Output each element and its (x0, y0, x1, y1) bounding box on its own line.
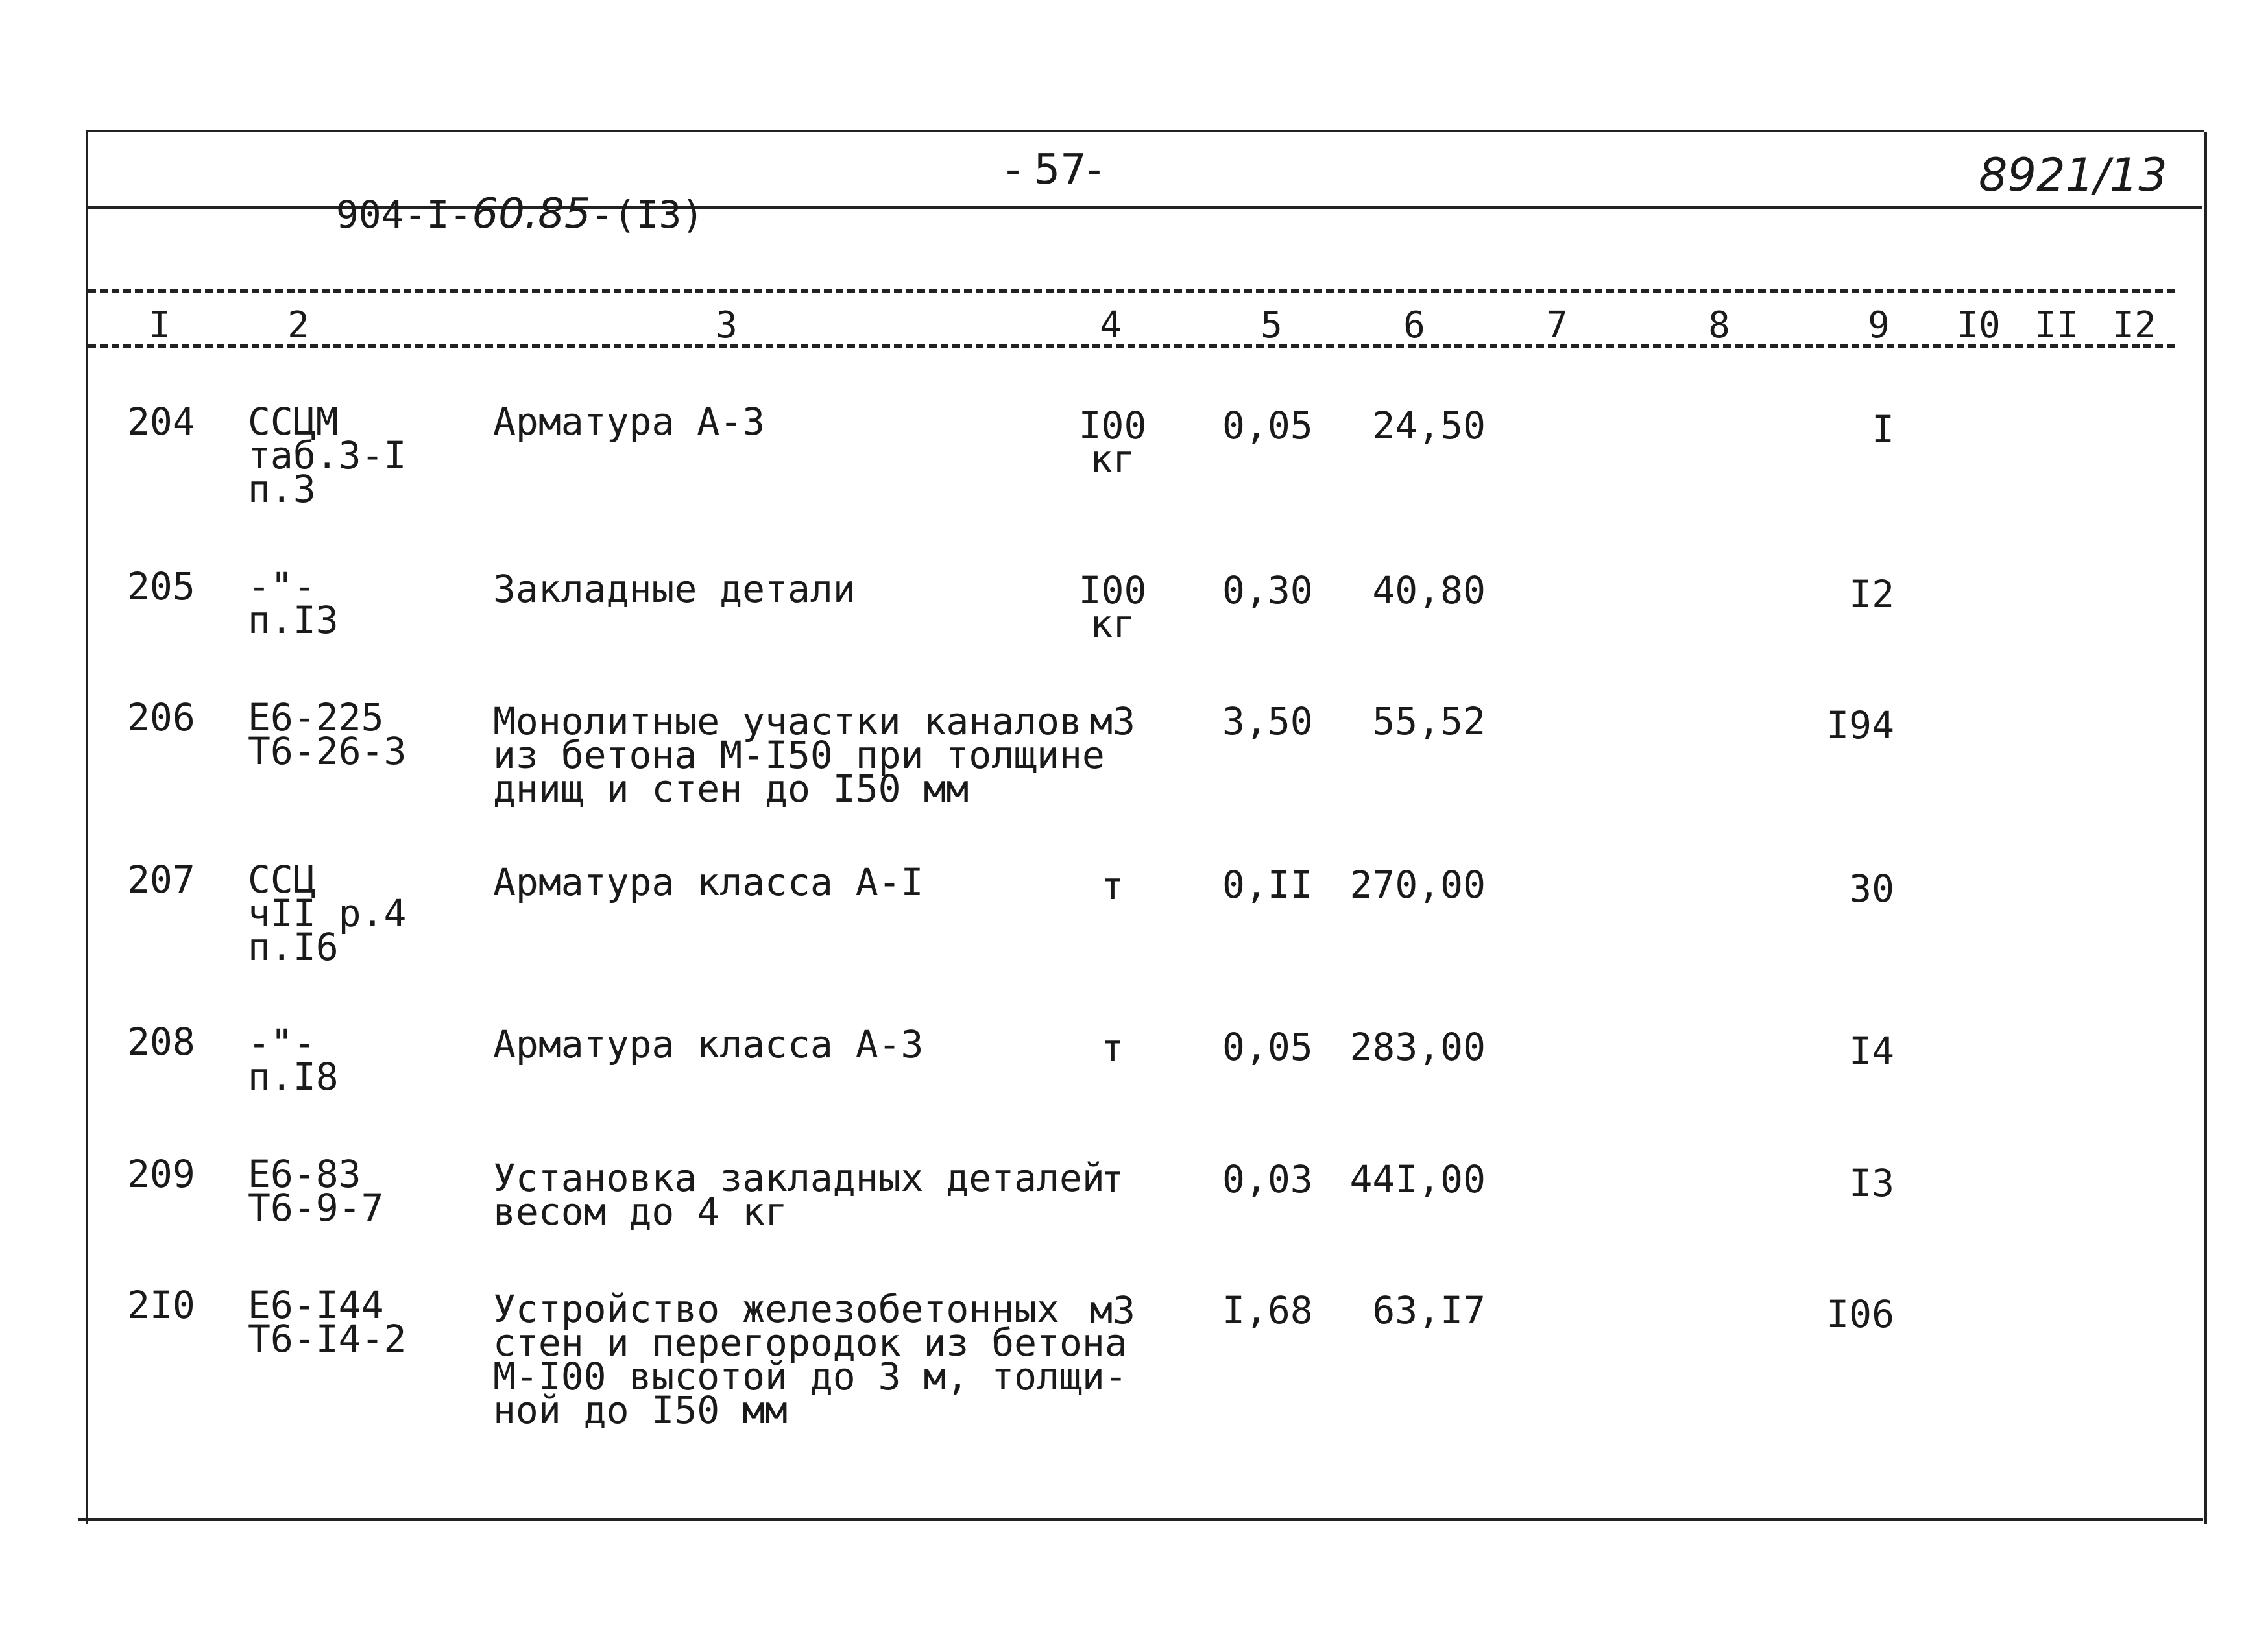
top-rule (86, 130, 2204, 132)
row-number: 206 (127, 695, 195, 739)
row-reference: Е6-225 Т6-26-3 (248, 695, 407, 773)
row-quantity: 3,50 (1222, 699, 1313, 743)
row-unit-price: 283,00 (1349, 1025, 1486, 1069)
col-num-1: I (149, 304, 171, 346)
row-unit: т (1101, 1157, 1124, 1201)
row-description: Арматура А-3 (493, 400, 766, 444)
row-number: 204 (127, 400, 195, 444)
row-number: 209 (127, 1152, 195, 1196)
sheet-number: 8921/13 (1979, 149, 2167, 202)
row-description: Монолитные участки каналов из бетона М-I50 при толщине днищ и стен до I50 мм (493, 699, 1105, 811)
row-quantity: I,68 (1222, 1288, 1313, 1332)
col-num-6: 6 (1403, 304, 1425, 346)
row-unit: м3 (1090, 699, 1135, 743)
row-description: Закладные детали (493, 567, 856, 611)
row-col9-value: I2 (1849, 572, 1894, 616)
column-band-top-dashes (88, 289, 2175, 293)
doc-code-prefix: 904-I- (335, 193, 472, 237)
row-description: Арматура класса А-I (493, 860, 924, 904)
row-unit: м3 (1090, 1288, 1135, 1332)
row-quantity: 0,03 (1222, 1157, 1313, 1201)
row-reference: -"- п.I8 (248, 1021, 339, 1099)
row-unit: т (1101, 1026, 1124, 1070)
col-num-5: 5 (1261, 304, 1283, 346)
row-col9-value: I94 (1826, 703, 1894, 747)
row-unit-price: 55,52 (1372, 699, 1486, 743)
row-reference: ССЦ чII р.4 п.I6 (248, 858, 407, 969)
bottom-rule (78, 1518, 2203, 1521)
row-col9-value: 30 (1849, 867, 1894, 911)
row-unit: I00 кг (1078, 568, 1147, 646)
col-num-9: 9 (1868, 304, 1890, 346)
row-unit-price: 44I,00 (1349, 1157, 1486, 1201)
row-col9-value: I4 (1849, 1029, 1894, 1073)
row-quantity: 0,05 (1222, 403, 1313, 448)
col-num-12: I2 (2112, 304, 2156, 346)
col-num-10: I0 (1957, 304, 2001, 346)
row-reference: Е6-I44 Т6-I4-2 (248, 1283, 407, 1361)
row-col9-value: I06 (1826, 1292, 1894, 1336)
row-reference: ССЦМ таб.3-I п.3 (248, 400, 407, 511)
row-unit: I00 кг (1078, 403, 1147, 481)
page-number: - 57- (1006, 146, 1102, 194)
row-unit: т (1101, 864, 1124, 908)
row-description: Арматура класса А-3 (493, 1022, 924, 1066)
row-unit-price: 40,80 (1372, 568, 1486, 612)
row-description: Установка закладных деталей весом до 4 кг (493, 1156, 1105, 1234)
doc-code-handwritten: 60.85 (472, 190, 591, 238)
col-num-3: 3 (716, 304, 738, 346)
row-unit-price: 63,I7 (1372, 1288, 1486, 1332)
row-unit-price: 24,50 (1372, 403, 1486, 448)
row-quantity: 0,30 (1222, 568, 1313, 612)
col-num-4: 4 (1100, 304, 1122, 346)
col-num-2: 2 (287, 304, 309, 346)
doc-code-suffix: -(I3) (590, 193, 705, 237)
row-unit-price: 270,00 (1349, 863, 1486, 907)
col-num-7: 7 (1546, 304, 1568, 346)
row-number: 205 (127, 564, 195, 608)
row-number: 2I0 (127, 1283, 195, 1327)
col-num-8: 8 (1708, 304, 1730, 346)
row-description: Устройство железобетонных стен и перегородок из бетона М-I00 высотой до 3 м, толщи- ной до I50 мм (493, 1287, 1128, 1432)
row-reference: -"- п.I3 (248, 564, 339, 642)
col-num-11: II (2034, 304, 2079, 346)
row-number: 208 (127, 1020, 195, 1064)
row-quantity: 0,II (1222, 863, 1313, 907)
row-col9-value: I3 (1849, 1161, 1894, 1205)
document-code (291, 156, 705, 238)
row-number: 207 (127, 858, 195, 902)
row-quantity: 0,05 (1222, 1025, 1313, 1069)
row-col9-value: I (1872, 407, 1894, 451)
row-reference: Е6-83 Т6-9-7 (248, 1152, 384, 1230)
